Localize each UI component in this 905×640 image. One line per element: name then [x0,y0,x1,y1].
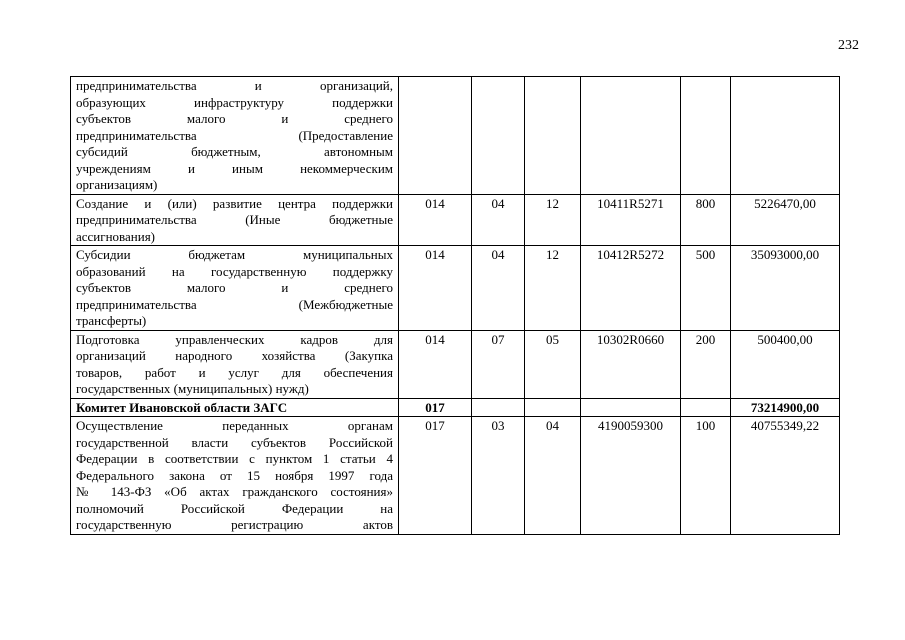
target-code: 10412R5272 [581,246,681,331]
page-number: 232 [838,38,859,53]
amount: 500400,00 [731,330,840,398]
amount: 5226470,00 [731,194,840,246]
expense-type [681,77,731,195]
budget-table [70,76,840,535]
row-description [71,330,399,398]
amount: 40755349,22 [731,417,840,535]
expense-type: 200 [681,330,731,398]
expense-type: 100 [681,417,731,535]
section-code: 07 [472,330,525,398]
row-description [71,417,399,535]
section-code [472,77,525,195]
row-description [71,194,399,246]
description-line: предпринимательства (Иные бюджетные [76,212,393,227]
subsection-code [525,77,581,195]
description-line: образований на государственную поддержку [76,263,393,279]
target-code [581,77,681,195]
description-line: субъектов малого и среднего [76,111,393,126]
admin-code: 014 [399,330,472,398]
description-line: полномочий Российской Федерации на [76,500,393,516]
description-line: учреждениям и иным некоммерческим [76,160,393,176]
section-code: 03 [472,417,525,535]
description-line: предпринимательства (Предоставление [76,127,393,143]
target-code: 10411R5271 [581,194,681,246]
subsection-code [525,398,581,417]
section-code: 04 [472,194,525,246]
description-line: Создание и (или) развитие центра поддержки [76,195,393,211]
subsection-code: 12 [525,246,581,331]
table-row [71,398,840,417]
description-line: субсидий бюджетным, автономным [76,144,393,159]
amount: 35093000,00 [731,246,840,331]
target-code [581,398,681,417]
admin-code: 017 [399,417,472,535]
description-line: предпринимательства и организаций, [76,78,393,93]
description-line: Подготовка управленческих кадров для [76,331,393,347]
table-row [71,194,840,246]
description-line: государственную регистрацию актов [76,517,393,532]
admin-code: 014 [399,246,472,331]
description-line: Осуществление переданных органам [76,418,393,433]
expense-type: 500 [681,246,731,331]
amount: 73214900,00 [731,398,840,417]
table-row [71,77,840,195]
target-code: 4190059300 [581,417,681,535]
description-line: № 143-ФЗ «Об актах гражданского состояния» [76,484,393,499]
admin-code: 014 [399,194,472,246]
description-line: субъектов малого и среднего [76,280,393,295]
subsection-code: 12 [525,194,581,246]
description-line: организациям) [76,177,158,192]
admin-code: 017 [399,398,472,417]
row-description [71,246,399,331]
description-line: трансферты) [76,313,147,328]
description-line: предпринимательства (Межбюджетные [76,296,393,312]
target-code: 10302R0660 [581,330,681,398]
section-code: 04 [472,246,525,331]
row-description [71,77,399,195]
description-line: Федерации в соответствии с пунктом 1 статьи 4 [76,451,393,466]
expense-type [681,398,731,417]
description-line: Комитет Ивановской области ЗАГС [76,399,288,415]
amount [731,77,840,195]
table-row [71,246,840,331]
description-line: ассигнования) [76,228,156,244]
section-code [472,398,525,417]
description-line: образующих инфраструктуру поддержки [76,94,393,110]
description-line: Субсидии бюджетам муниципальных [76,247,393,262]
expense-type: 800 [681,194,731,246]
description-line: государственной власти субъектов Российской [76,434,393,450]
description-line: товаров, работ и услуг для обеспечения [76,364,393,380]
table-row [71,330,840,398]
row-description [71,398,399,417]
description-line: государственных (муниципальных) нужд) [76,381,309,396]
table-row [71,417,840,535]
description-line: Федерального закона от 15 ноября 1997 года [76,467,393,483]
description-line: организаций народного хозяйства (Закупка [76,348,393,363]
subsection-code: 04 [525,417,581,535]
subsection-code: 05 [525,330,581,398]
admin-code [399,77,472,195]
